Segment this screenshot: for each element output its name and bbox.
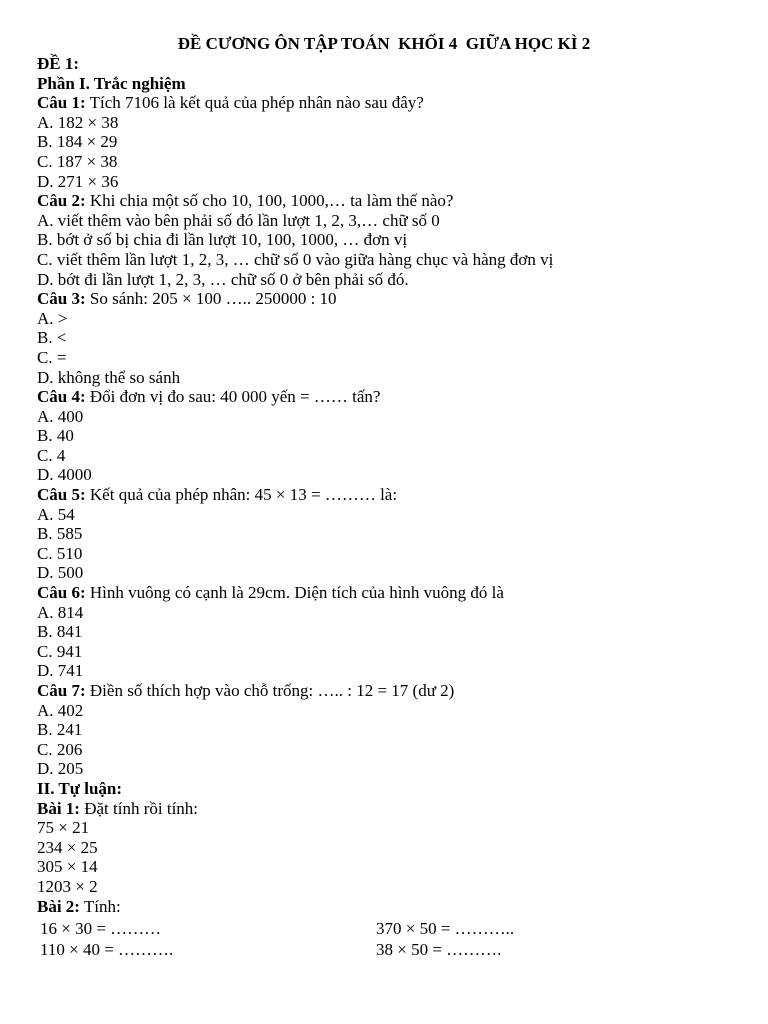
q5-option-c: C. 510: [37, 543, 83, 563]
q6-option-c: C. 941: [37, 641, 83, 661]
exercise-1-item: 305 × 14: [37, 857, 98, 877]
exercise-2-item: 16 × 30 = ………: [40, 919, 162, 938]
question-7: [37, 681, 737, 701]
q3-option-c: C. =: [37, 347, 67, 367]
question-1-text: Tích 7106 là kết quả của phép nhân nào sau đây?: [85, 93, 424, 113]
exercise-2-label: Bài 2:: [37, 896, 80, 916]
question-7-text: Điền số thích hợp vào chỗ trống: ….. : 12 = 17 (dư 2): [85, 681, 455, 700]
q6-option-d: D. 741: [37, 661, 84, 681]
question-2-label: Câu 2:: [37, 191, 86, 211]
exercise-1-item: 234 × 25: [37, 837, 98, 857]
q3-option-b: B. <: [37, 328, 67, 348]
q1-option-a: A. 182 × 38: [37, 112, 119, 132]
q5-option-d: D. 500: [37, 563, 84, 583]
question-5-label: Câu 5:: [37, 485, 86, 505]
q5-option-a: A. 54: [37, 504, 75, 524]
document-body: [37, 54, 737, 916]
question-3-label: Câu 3:: [37, 289, 86, 309]
document-title: ĐỀ CƯƠNG ÔN TẬP TOÁN KHỐI 4 GIỮA HỌC KÌ 2: [177, 34, 591, 53]
exam-label: ĐỀ 1:: [37, 54, 80, 73]
q7-option-c: C. 206: [37, 739, 83, 759]
q4-option-a: A. 400: [37, 406, 84, 426]
q3-option-a: A. >: [37, 308, 68, 328]
part1-heading: Phần I. Trắc nghiệm: [37, 73, 186, 93]
question-2-text: Khi chia một số cho 10, 100, 1000,… ta làm thế nào?: [85, 191, 454, 211]
part2-heading: II. Tự luận:: [37, 778, 123, 798]
exercise-1-item: 75 × 21: [37, 818, 90, 838]
q2-option-a: A. viết thêm vào bên phải số đó lần lượt 1, 2, 3,… chữ số 0: [37, 210, 440, 230]
exercise-2-item: 370 × 50 = ………..: [376, 919, 515, 938]
question-4-text: Đổi đơn vị đo sau: 40 000 yến = …… tấn?: [85, 387, 381, 407]
question-3-text: So sánh: 205 × 100 ….. 250000 : 10: [85, 289, 337, 309]
question-5: [37, 485, 737, 505]
q3-option-d: D. không thể so sánh: [37, 367, 181, 387]
q6-option-b: B. 841: [37, 622, 83, 642]
question-3: [37, 289, 737, 309]
q7-option-b: B. 241: [37, 720, 83, 740]
q4-option-c: C. 4: [37, 445, 66, 465]
q2-option-d: D. bớt đi lần lượt 1, 2, 3, … chữ số 0 ở bên phải số đó.: [37, 269, 409, 289]
exercise-2-text: Tính:: [79, 896, 121, 916]
q5-option-b: B. 585: [37, 524, 83, 544]
exercise-1-item: 1203 × 2: [37, 876, 98, 896]
q4-option-d: D. 4000: [37, 465, 92, 485]
question-4: [37, 387, 737, 407]
q2-option-b: B. bớt ở số bị chia đi lần lượt 10, 100, 1000, … đơn vị: [37, 230, 408, 250]
question-2: [37, 191, 737, 211]
question-7-label: Câu 7:: [37, 681, 86, 700]
q4-option-b: B. 40: [37, 426, 74, 446]
exercise-2-item: 110 × 40 = ……….: [40, 940, 174, 959]
question-4-label: Câu 4:: [37, 387, 86, 407]
question-6: [37, 583, 737, 603]
exercise-1-label: Bài 1:: [37, 798, 80, 818]
exercise-1: [37, 799, 737, 819]
question-6-text: Hình vuông có cạnh là 29cm. Diện tích của hình vuông đó là: [85, 583, 504, 603]
question-6-label: Câu 6:: [37, 583, 86, 603]
exercise-2: [37, 897, 737, 917]
question-5-text: Kết quả của phép nhân: 45 × 13 = ……… là:: [85, 485, 398, 505]
exercise-2-item: 38 × 50 = ……….: [376, 940, 502, 959]
q6-option-a: A. 814: [37, 602, 84, 622]
q1-option-b: B. 184 × 29: [37, 132, 118, 152]
q7-option-a: A. 402: [37, 700, 84, 720]
q1-option-c: C. 187 × 38: [37, 151, 118, 171]
question-1-label: Câu 1:: [37, 93, 86, 113]
exercise-2-grid: [40, 918, 600, 960]
exercise-1-text: Đặt tính rồi tính:: [79, 798, 199, 818]
q2-option-c: C. viết thêm lần lượt 1, 2, 3, … chữ số 0 vào giữa hàng chục và hàng đơn vị: [37, 249, 554, 269]
q1-option-d: D. 271 × 36: [37, 171, 119, 191]
question-1: [37, 93, 737, 113]
exercise-2-row: [40, 939, 600, 960]
q7-option-d: D. 205: [37, 759, 84, 779]
exercise-2-row: [40, 918, 600, 939]
